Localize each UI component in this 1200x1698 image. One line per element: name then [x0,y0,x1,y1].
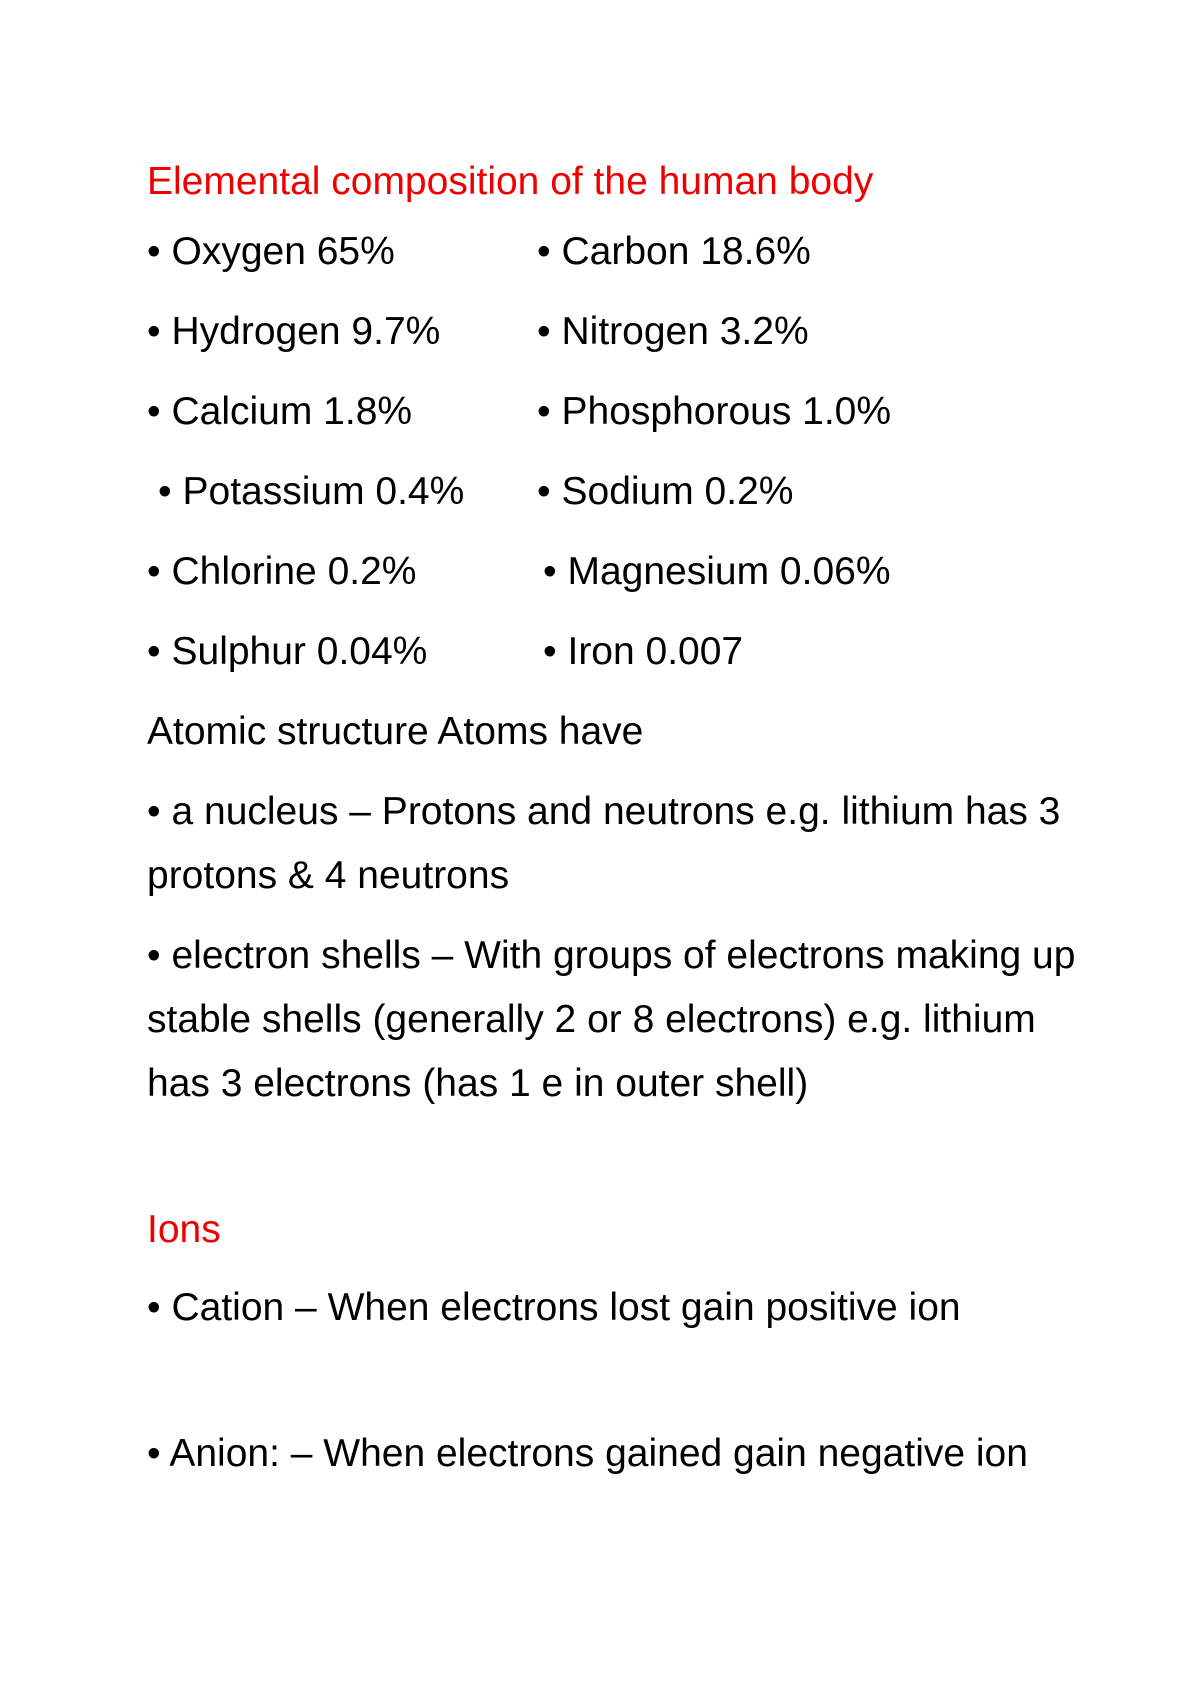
section-heading: Atomic structure Atoms have [147,710,644,753]
element-item: • Carbon 18.6% [537,230,811,273]
element-row [147,628,744,676]
element-item: • Hydrogen 9.7% [147,310,441,353]
element-item: • Phosphorous 1.0% [537,390,892,433]
element-item: • Chlorine 0.2% [147,550,417,593]
element-item: • Sodium 0.2% [537,470,794,513]
element-item: • Iron 0.007 [543,630,744,673]
element-row [147,308,809,356]
element-item: • Sulphur 0.04% [147,630,428,673]
bullet-paragraph: • a nucleus – Protons and neutrons e.g. lithium has 3 protons & 4 neutrons [147,790,1061,897]
bullet-paragraph: • Anion: – When electrons gained gain negative ion [147,1432,1028,1475]
section-heading: Ions [147,1208,221,1251]
element-item: • Calcium 1.8% [147,390,413,433]
element-item: • Oxygen 65% [147,230,395,273]
element-row [147,548,891,596]
bullet-paragraph: • Cation – When electrons lost gain positive ion [147,1286,961,1329]
element-row [147,228,811,276]
element-row [147,388,892,436]
element-item: • Nitrogen 3.2% [537,310,809,353]
element-item: • Potassium 0.4% [158,470,465,513]
element-row [147,468,794,516]
bullet-paragraph: • electron shells – With groups of electrons making up stable shells (generally 2 or 8 electrons) e.g. lithium has 3 electrons (has 1 e in outer shell) [147,934,1076,1105]
page-title: Elemental composition of the human body [147,160,874,203]
element-item: • Magnesium 0.06% [543,550,891,593]
